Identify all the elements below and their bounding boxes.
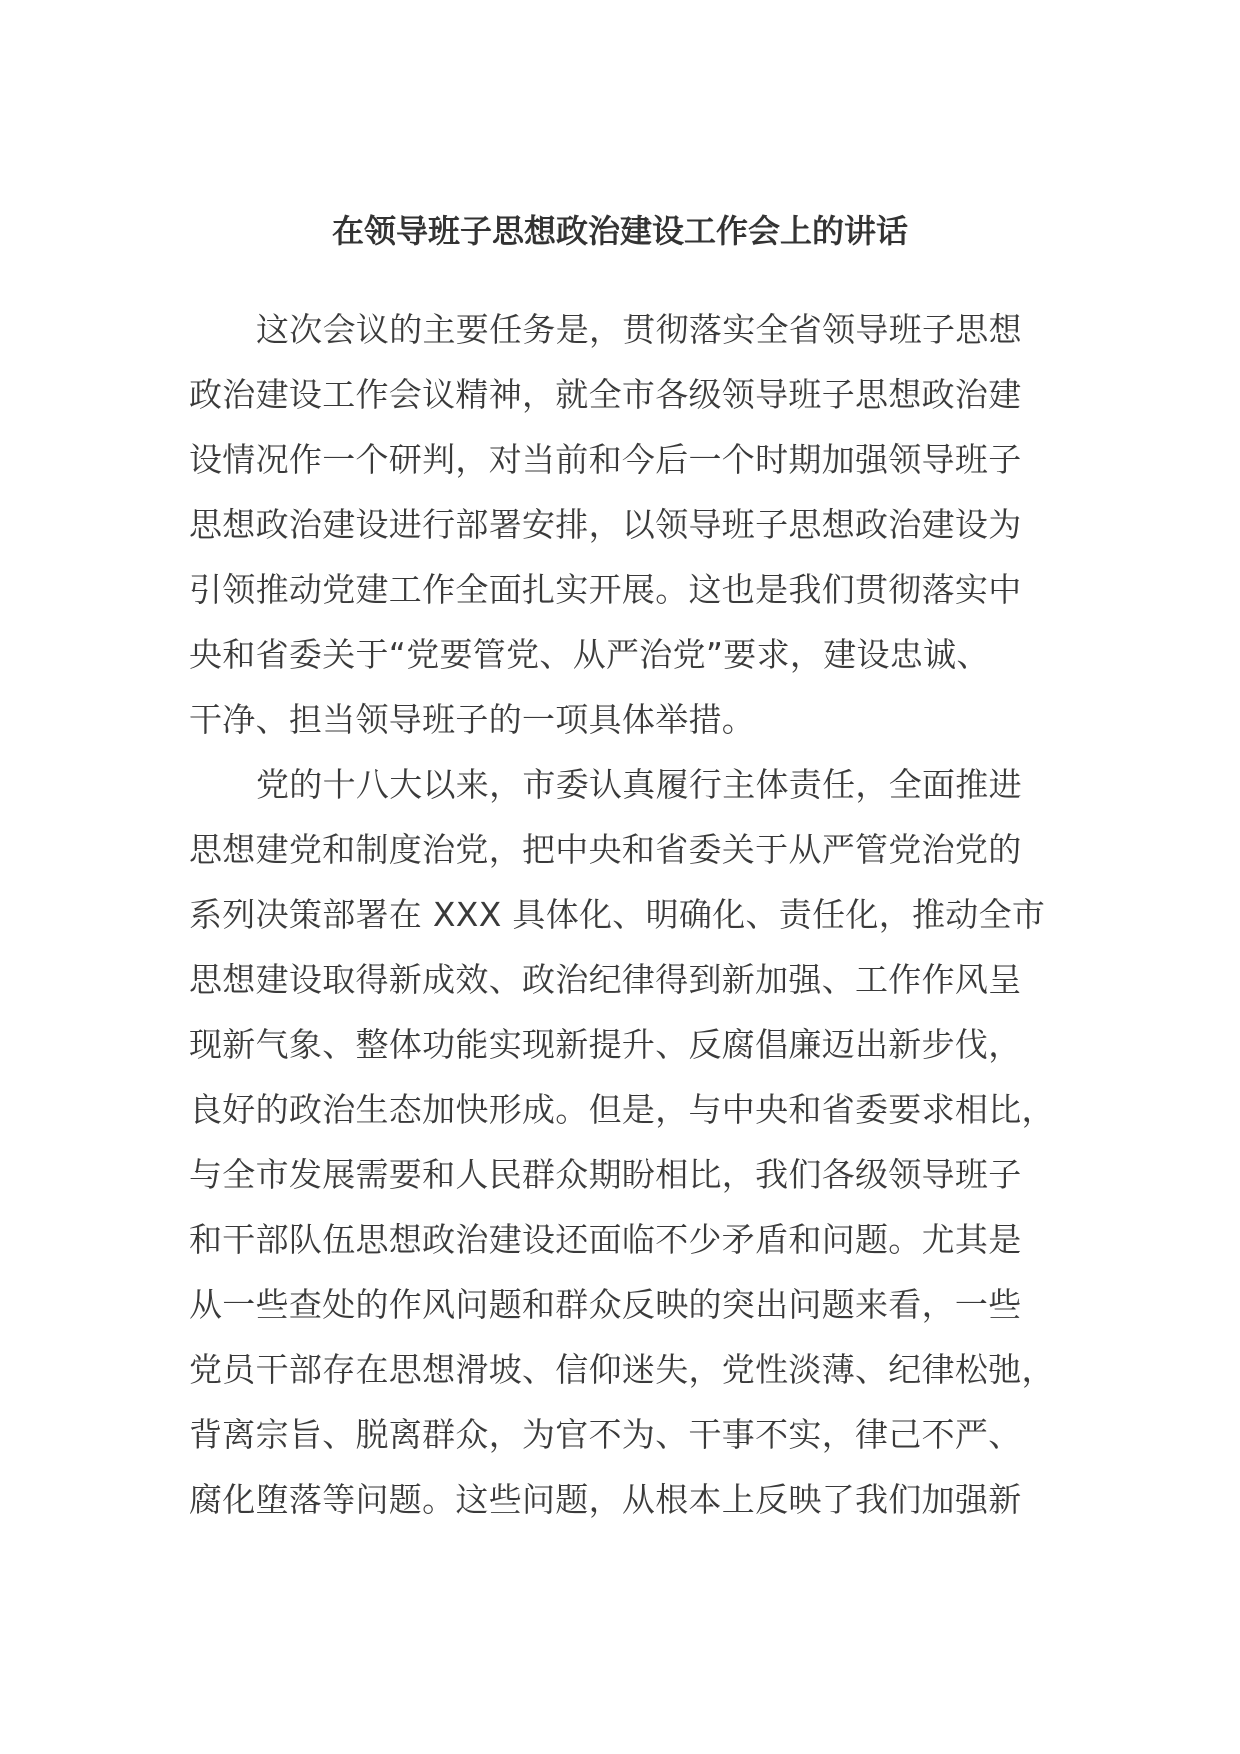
text-line: 与全市发展需要和人民群众期盼相比，我们各级领导班子 <box>189 1155 1022 1194</box>
text-line: 从一些查处的作风问题和群众反映的突出问题来看，一些 <box>189 1285 1022 1324</box>
paragraph-2 <box>189 752 1055 1532</box>
text-line: 党的十八大以来，市委认真履行主体责任，全面推进 <box>256 765 1022 804</box>
text-line: 央和省委关于“党要管党、从严治党”要求，建设忠诚、 <box>189 635 990 674</box>
text-line: 思想建党和制度治党，把中央和省委关于从严管党治党的 <box>189 830 1022 869</box>
document-title: 在领导班子思想政治建设工作会上的讲话 <box>331 212 908 250</box>
text-line: 腐化堕落等问题。这些问题，从根本上反映了我们加强新 <box>189 1480 1022 1519</box>
text-line: 这次会议的主要任务是，贯彻落实全省领导班子思想 <box>256 310 1022 349</box>
text-line: 政治建设工作会议精神，就全市各级领导班子思想政治建 <box>189 375 1022 414</box>
text-line: 思想建设取得新成效、政治纪律得到新加强、工作作风呈 <box>189 960 1022 999</box>
text-line: 思想政治建设进行部署安排，以领导班子思想政治建设为 <box>189 505 1022 544</box>
text-line: 党员干部存在思想滑坡、信仰迷失，党性淡薄、纪律松弛， <box>189 1350 1055 1389</box>
paragraph-1 <box>189 297 1049 752</box>
text-line: 良好的政治生态加快形成。但是，与中央和省委要求相比， <box>189 1090 1055 1129</box>
text-line: 和干部队伍思想政治建设还面临不少矛盾和问题。尤其是 <box>189 1220 1022 1259</box>
text-line: 引领推动党建工作全面扎实开展。这也是我们贯彻落实中 <box>189 570 1022 609</box>
document-body <box>189 297 1055 1532</box>
text-line: 现新气象、整体功能实现新提升、反腐倡廉迈出新步伐， <box>189 1025 1022 1064</box>
text-line: 设情况作一个研判，对当前和今后一个时期加强领导班子 <box>189 440 1022 479</box>
text-line: 系列决策部署在 XXX 具体化、明确化、责任化，推动全市 <box>189 895 1046 934</box>
text-line: 干净、担当领导班子的一项具体举措。 <box>189 700 756 739</box>
text-line: 背离宗旨、脱离群众，为官不为、干事不实，律己不严、 <box>189 1415 1022 1454</box>
